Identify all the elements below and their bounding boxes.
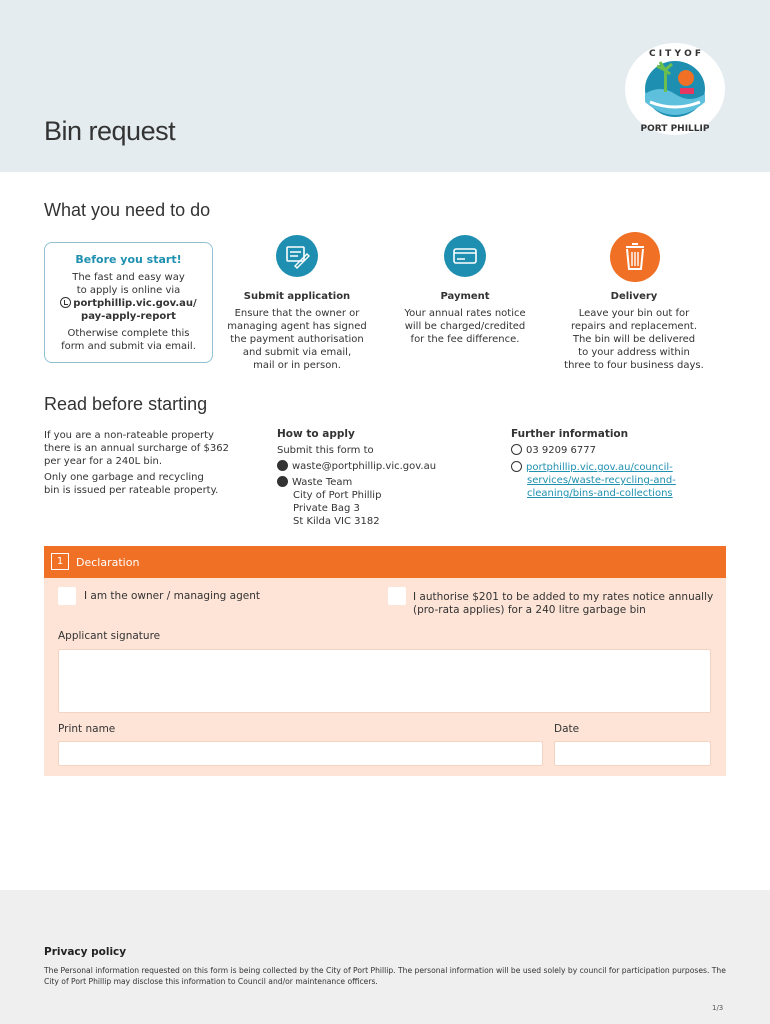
step-line: The bin will be delivered (572, 334, 696, 345)
privacy-text: The Personal information requested on this form is being collected by the City of Port Phillip. The personal information will be used solely by council for participation purposes. The City of Port Phillip may disclose this information to Council and/or maintenance officers. (44, 966, 726, 986)
date-label: Date (554, 723, 580, 735)
city-of-port-phillip-logo (624, 42, 726, 136)
intro-text (44, 429, 244, 497)
how-to-apply-line: Submit this form to (277, 445, 374, 456)
print-name-field[interactable] (58, 741, 543, 766)
further-info-link-cont[interactable]: cleaning/bins-and-collections (527, 488, 673, 499)
further-info-heading: Further information (511, 428, 629, 440)
section-heading-read-before: Read before starting (44, 394, 208, 414)
signature-field[interactable] (58, 649, 711, 713)
intro-line: per year for a 240L bin. (44, 456, 162, 467)
declaration-header (44, 546, 726, 578)
step-line: repairs and replacement. (570, 321, 698, 332)
step-line: for the fee difference. (410, 334, 520, 345)
step-line: Ensure that the owner or (234, 308, 360, 319)
intro-line: bin is issued per rateable property. (44, 485, 219, 496)
before-line: Otherwise complete this (67, 328, 190, 339)
page-number: 1/3 (712, 1004, 724, 1012)
pointer-icon (511, 461, 522, 472)
svg-text:C I T Y O F: C I T Y O F (648, 49, 702, 59)
step-delivery (554, 290, 714, 372)
declaration-title: Declaration (76, 556, 140, 569)
section-number: 1 (51, 553, 69, 570)
further-info-link[interactable]: portphillip.vic.gov.au/council- (511, 461, 726, 474)
print-name-label: Print name (58, 723, 116, 735)
step-payment (385, 290, 545, 346)
how-to-apply-heading: How to apply (277, 428, 355, 440)
address-line: Private Bag 3 (293, 503, 360, 514)
intro-line: there is an annual surcharge of $362 (44, 443, 229, 454)
phone-number[interactable]: 03 9209 6777 (511, 444, 726, 457)
step-line: Leave your bin out for (578, 308, 690, 319)
page-title: Bin request (44, 116, 176, 146)
authorise-checkbox[interactable] (388, 587, 406, 605)
wheelie-bin-icon (609, 231, 661, 283)
step-line: will be charged/credited (404, 321, 526, 332)
svg-text:PORT PHILLIP: PORT PHILLIP (640, 124, 710, 134)
intro-line: If you are a non-rateable property (44, 430, 214, 441)
step-line: to your address within (578, 347, 690, 358)
email-icon (277, 460, 288, 471)
authorise-checkbox-label: I authorise $201 to be added to my rates notice annually (pro-rata applies) for a 240 litre garbage bin (413, 591, 714, 616)
intro-line: Only one garbage and recycling (44, 472, 204, 483)
step-line: managing agent has signed (227, 321, 367, 332)
step-line: three to four business days. (564, 360, 704, 371)
section-heading-what-you-need: What you need to do (44, 200, 211, 220)
step-title: Delivery (610, 291, 658, 302)
online-link[interactable]: portphillip.vic.gov.au/ (45, 297, 212, 310)
date-field[interactable] (554, 741, 711, 766)
owner-checkbox[interactable] (58, 587, 76, 605)
mail-icon (277, 476, 288, 487)
address-line: St Kilda VIC 3182 (293, 516, 380, 527)
credit-card-icon (443, 234, 487, 278)
online-link-cont[interactable]: pay-apply-report (81, 311, 176, 322)
before-line: form and submit via email. (61, 341, 196, 352)
email-link[interactable]: waste@portphillip.vic.gov.au (277, 460, 477, 473)
address-line: City of Port Phillip (293, 490, 382, 501)
step-line: the payment authorisation (230, 334, 364, 345)
privacy-heading: Privacy policy (44, 946, 127, 958)
step-line: Your annual rates notice (404, 308, 526, 319)
owner-checkbox-label: I am the owner / managing agent (84, 590, 260, 602)
before-line: to apply is online via (76, 285, 181, 296)
further-info-link-cont[interactable]: services/waste-recycling-and- (527, 475, 676, 486)
step-submit-application (217, 290, 377, 372)
before-you-start-box (44, 242, 213, 363)
step-title: Payment (440, 291, 490, 302)
address-line: Waste Team (277, 476, 477, 489)
form-submit-icon (275, 234, 319, 278)
step-line: and submit via email, (242, 347, 352, 358)
how-to-apply (277, 428, 477, 528)
step-line: mail or in person. (253, 360, 341, 371)
step-title: Submit application (243, 291, 351, 302)
before-you-start-heading: Before you start! (75, 253, 182, 266)
phone-icon (511, 444, 522, 455)
before-line: The fast and easy way (72, 272, 185, 283)
further-information (511, 428, 726, 500)
signature-label: Applicant signature (58, 630, 161, 642)
pointer-icon (60, 297, 71, 308)
